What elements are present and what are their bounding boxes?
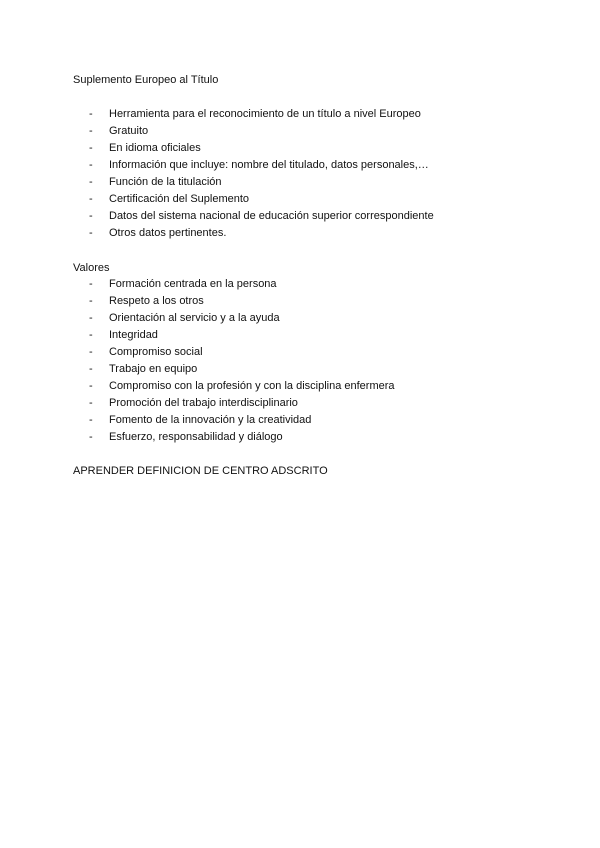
bullet-dash: - xyxy=(89,227,93,239)
bullet-dash: - xyxy=(89,142,93,154)
note-aprender: APRENDER DEFINICION DE CENTRO ADSCRITO xyxy=(73,465,328,477)
list-item-text: Esfuerzo, responsabilidad y diálogo xyxy=(109,431,283,443)
bullet-dash: - xyxy=(89,346,93,358)
section-heading-suplemento: Suplemento Europeo al Título xyxy=(73,74,219,86)
list-item-text: Integridad xyxy=(109,329,158,341)
section-heading-valores: Valores xyxy=(73,262,110,274)
bullet-dash: - xyxy=(89,210,93,222)
bullet-dash: - xyxy=(89,295,93,307)
list-item-text: Certificación del Suplemento xyxy=(109,193,250,205)
list-item-text: Información que incluye: nombre del titulado, datos personales,… xyxy=(109,159,429,171)
list-item-text: En idioma oficiales xyxy=(109,142,201,154)
bullet-dash: - xyxy=(89,312,93,324)
list-item-text: Fomento de la innovación y la creatividad xyxy=(109,414,312,426)
bullet-dash: - xyxy=(89,380,93,392)
bullet-dash: - xyxy=(89,278,93,290)
list-item-text: Promoción del trabajo interdisciplinario xyxy=(109,397,298,409)
bullet-dash: - xyxy=(89,431,93,443)
bullet-dash: - xyxy=(89,108,93,120)
bullet-dash: - xyxy=(89,397,93,409)
list-item-text: Orientación al servicio y a la ayuda xyxy=(109,312,280,324)
list-item-text: Formación centrada en la persona xyxy=(109,278,277,290)
list-item-text: Respeto a los otros xyxy=(109,295,204,307)
bullet-dash: - xyxy=(89,414,93,426)
list-item-text: Función de la titulación xyxy=(109,176,222,188)
list-item-text: Gratuito xyxy=(109,125,149,137)
list-item-text: Otros datos pertinentes. xyxy=(109,227,227,239)
list-item-text: Trabajo en equipo xyxy=(109,363,198,375)
list-item-text: Herramienta para el reconocimiento de un título a nivel Europeo xyxy=(109,108,421,120)
bullet-dash: - xyxy=(89,176,93,188)
bullet-dash: - xyxy=(89,159,93,171)
bullet-dash: - xyxy=(89,329,93,341)
list-item-text: Compromiso con la profesión y con la disciplina enfermera xyxy=(109,380,395,392)
bullet-dash: - xyxy=(89,193,93,205)
bullet-dash: - xyxy=(89,363,93,375)
bullet-dash: - xyxy=(89,125,93,137)
list-item-text: Datos del sistema nacional de educación superior correspondiente xyxy=(109,210,434,222)
list-item-text: Compromiso social xyxy=(109,346,203,358)
